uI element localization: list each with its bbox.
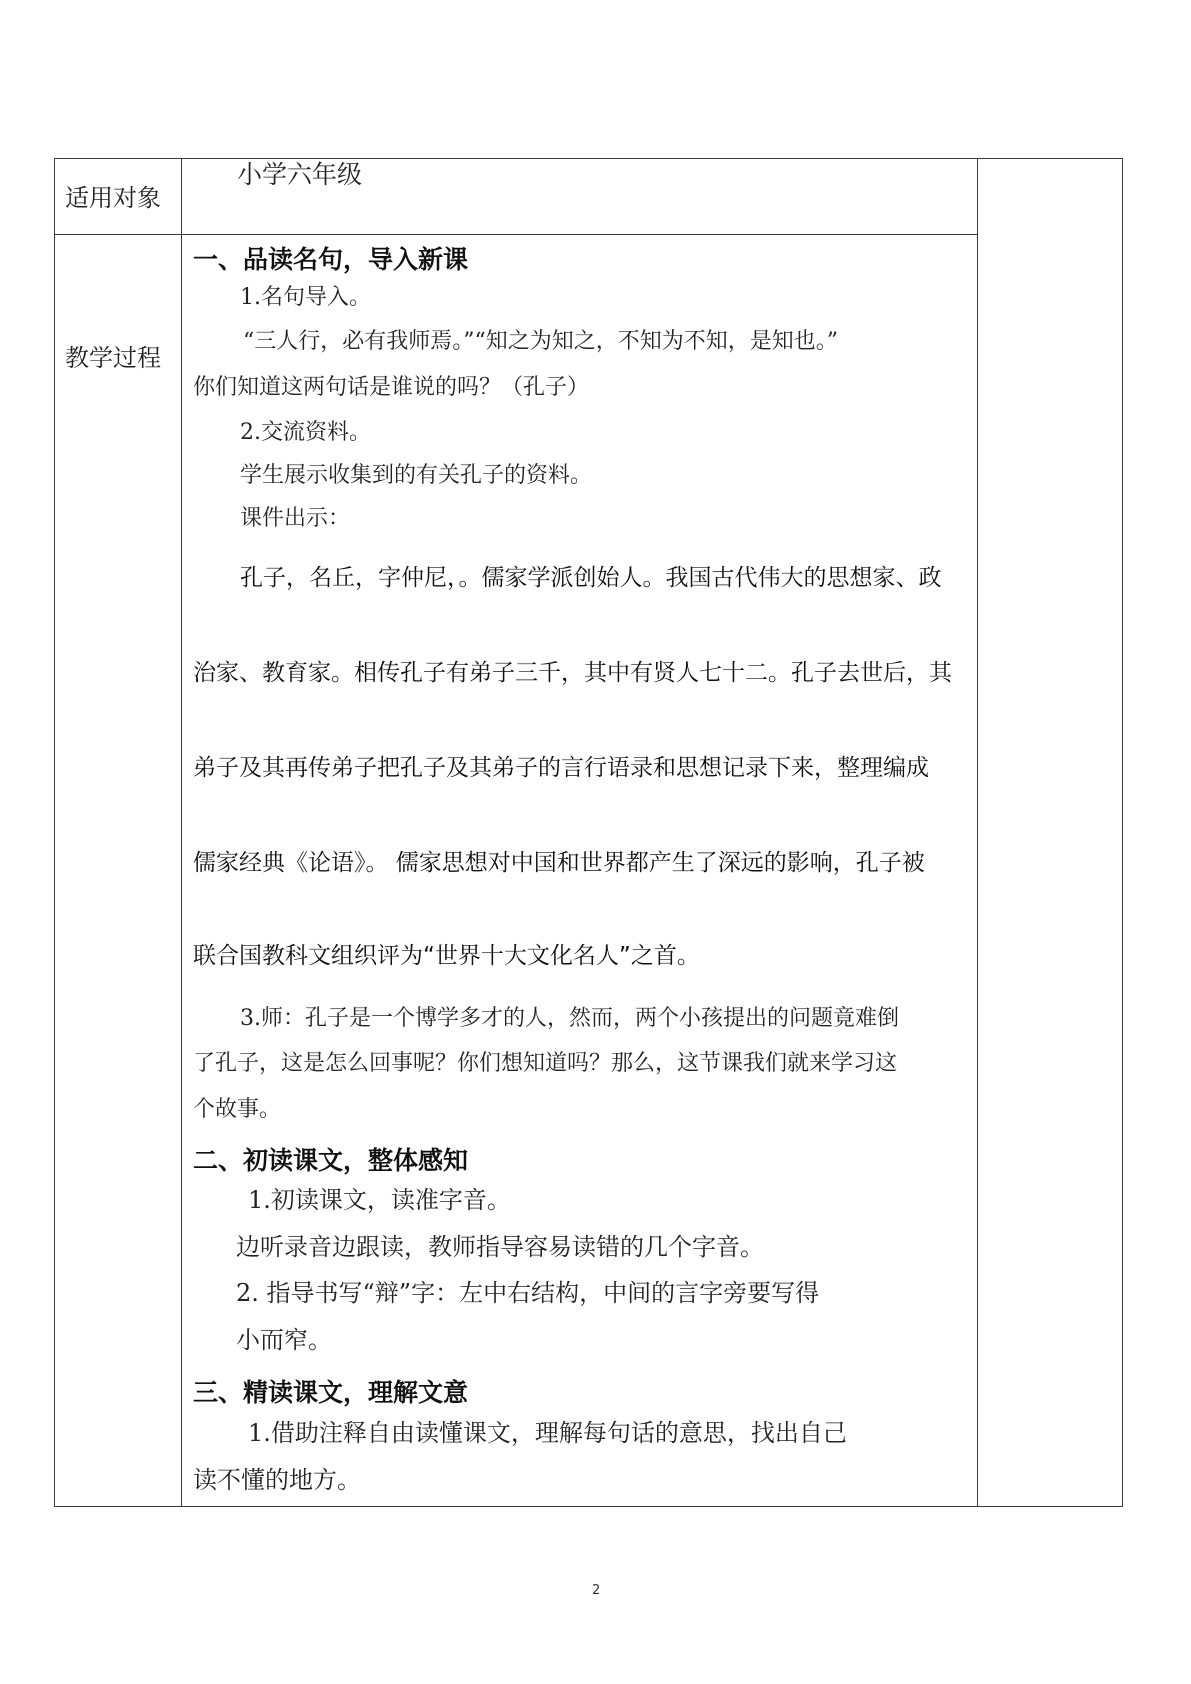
courseware-label: 课件出示： — [240, 506, 351, 531]
section1-step3-line3: 个故事。 — [193, 1097, 282, 1122]
notes-column-divider — [977, 158, 978, 1507]
section2-step2-line1: 2. 指导书写“辩”字：左中右结构，中间的言字旁要写得 — [236, 1279, 820, 1307]
table-right-border — [1122, 158, 1123, 1507]
label-column-divider — [181, 158, 182, 1507]
section2-step1: 1.初读课文，读准字音。 — [248, 1186, 511, 1214]
courseware-line-4: 儒家经典《论语》。 儒家思想对中国和世界都产生了深远的影响，孔子被 — [193, 850, 925, 876]
table-top-border — [54, 158, 1123, 159]
courseware-line-3: 弟子及其再传弟子把孔子及其弟子的言行语录和思想记录下来，整理编成 — [193, 755, 929, 781]
section1-quote-line1: “三人行，必有我师焉。”“知之为知之，不知为不知，是知也。” — [243, 329, 838, 354]
row-label-teaching-process: 教学过程 — [65, 344, 161, 372]
section2-step2-line2: 小而窄。 — [236, 1326, 332, 1354]
target-audience-value: 小学六年级 — [237, 160, 363, 189]
section-heading-2: 二、初读课文，整体感知 — [193, 1146, 469, 1175]
courseware-line-1: 孔子，名丘，字仲尼，。儒家学派创始人。我国古代伟大的思想家、政 — [240, 565, 942, 591]
section1-step3-line2: 了孔子，这是怎么回事呢？你们想知道吗？那么，这节课我们就来学习这 — [193, 1051, 898, 1076]
section1-step3-line1: 3.师：孔子是一个博学多才的人，然而，两个小孩提出的问题竟难倒 — [240, 1006, 899, 1031]
row-divider — [54, 234, 978, 235]
section-heading-1: 一、品读名句，导入新课 — [193, 245, 469, 274]
section2-step1-desc: 边听录音边跟读，教师指导容易读错的几个字音。 — [236, 1233, 764, 1261]
section1-step2-desc: 学生展示收集到的有关孔子的资料。 — [240, 463, 593, 488]
section-heading-3: 三、精读课文，理解文意 — [193, 1378, 469, 1407]
page-number: 2 — [592, 1583, 601, 1598]
courseware-line-5: 联合国教科文组织评为“世界十大文化名人”之首。 — [193, 943, 700, 969]
section1-step1: 1.名句导入。 — [240, 285, 371, 310]
section3-step1-line2: 读不懂的地方。 — [193, 1466, 361, 1494]
section1-step2: 2.交流资料。 — [240, 420, 371, 445]
table-left-border — [54, 158, 55, 1507]
courseware-line-2: 治家、教育家。相传孔子有弟子三千，其中有贤人七十二。孔子去世后，其 — [193, 660, 952, 686]
row-label-target-audience: 适用对象 — [65, 184, 161, 212]
section1-quote-line2: 你们知道这两句话是谁说的吗？（孔子） — [193, 375, 590, 400]
table-bottom-border — [54, 1506, 1123, 1507]
section3-step1-line1: 1.借助注释自由读懂课文，理解每句话的意思，找出自己 — [248, 1419, 847, 1447]
